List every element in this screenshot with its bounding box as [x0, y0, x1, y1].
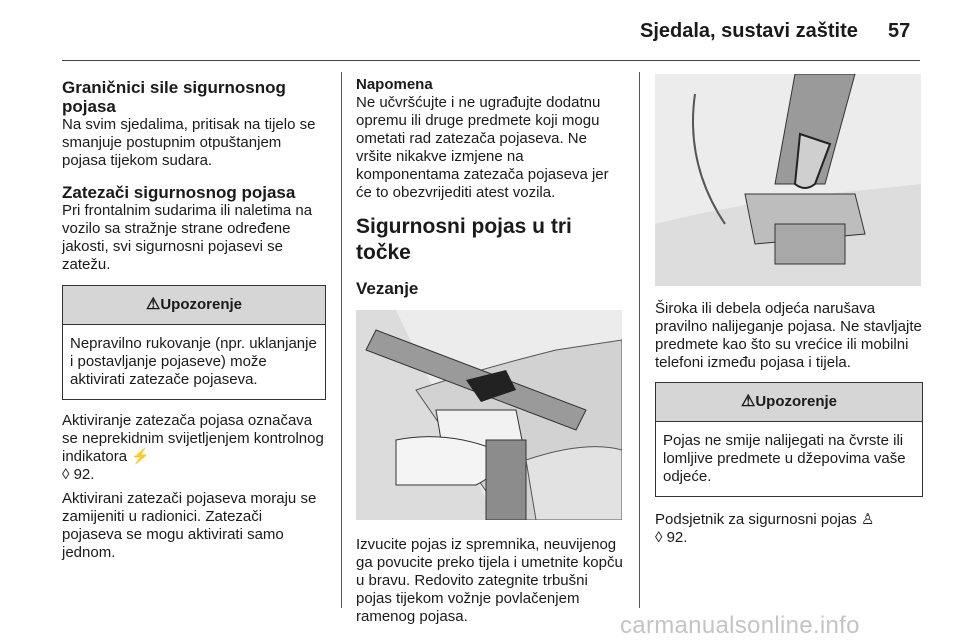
reminder-paragraph [655, 511, 923, 547]
replacement-paragraph: Aktivirani zatezači pojaseva moraju se zamijeniti u radionici. Zatezači pojaseva se mogu aktivirati samo jednom. [62, 490, 317, 561]
illustration-fastening-belt [356, 310, 622, 520]
page-reference[interactable]: 92. [666, 529, 688, 546]
seatbelt-reminder-icon: ♙ [860, 511, 875, 528]
column-separator-2 [639, 72, 640, 608]
column-2 [356, 72, 626, 626]
section-text-force-limiters: Na svim sjedalima, pritisak na tijelo se smanjuje postupnim otpuštanjem pojasa tijekom sudara. [62, 116, 316, 169]
note-text: Ne učvršćujte i ne ugrađujte dodatnu opremu ili druge predmete koji mogu ometati rad zatezača pojaseva. Ne vršite nikakve izmjene na komponentama zatezača pojaseva jer će to obezvrijediti atest vozila. [356, 94, 609, 201]
reference-arrow-icon: ◊ [655, 529, 663, 546]
watermark: carmanualsonline.info [620, 612, 860, 639]
section-title-force-limiters: Graničnici sile sigurnosnog pojasa [62, 78, 286, 116]
warning-title: Upozorenje [160, 296, 243, 313]
warning-header [656, 383, 922, 422]
section-heading-three-point-belt: Sigurnosni pojas u tri točke [356, 215, 572, 264]
page-number: 57 [888, 20, 911, 42]
column-1 [62, 72, 326, 562]
note-title: Napomena [356, 76, 433, 93]
subheading-fastening: Vezanje [356, 279, 419, 298]
page-header-title: Sjedala, sustavi zaštite [640, 20, 858, 42]
indicator-paragraph [62, 412, 326, 484]
belt-tensioner-indicator-icon: ⚡ [131, 448, 150, 465]
page-reference[interactable]: 92. [73, 466, 95, 483]
illustration-buckle [655, 74, 921, 286]
fastening-illustration-svg [356, 310, 622, 520]
warning-title: Upozorenje [755, 393, 838, 410]
reminder-text: Podsjetnik za sigurnosni pojas [655, 511, 857, 528]
column-3 [655, 72, 923, 547]
fastening-caption: Izvucite pojas iz spremnika, neuvijenog ga povucite preko tijela i umetnite kopču u bravu. Redovito zategnite trbušni pojas tijekom vožnje povlačenjem ramenog pojasa. [356, 536, 623, 625]
clothing-paragraph: Široka ili debela odjeća narušava pravilno nalijeganje pojasa. Ne stavljajte predmete kao što su vrećice ili mobilni telefoni između pojasa i tijela. [655, 300, 922, 371]
column-separator-1 [341, 72, 342, 608]
warning-triangle-icon: ⚠ [145, 296, 161, 313]
header-rule [62, 60, 920, 61]
warning-triangle-icon: ⚠ [740, 393, 756, 410]
section-title-pretensioners: Zatezači sigurnosnog pojasa [62, 183, 296, 202]
warning-box-1 [62, 285, 326, 400]
section-text-pretensioners: Pri frontalnim sudarima ili naletima na vozilo sa stražnje strane određene jakosti, svi sigurnosni pojasevi se zatežu. [62, 202, 313, 273]
buckle-illustration-svg [655, 74, 921, 286]
reference-arrow-icon: ◊ [62, 466, 70, 483]
indicator-text: Aktiviranje zatezača pojasa označava se neprekidnim svijetljenjem kontrolnog indikatora [62, 412, 324, 465]
warning-box-2 [655, 382, 923, 497]
warning-text: Pojas ne smije nalijegati na čvrste ili lomljive predmete u džepovima vaše odjeće. [663, 432, 906, 485]
warning-text: Nepravilno rukovanje (npr. uklanjanje i postavljanje pojaseve) može aktivirati zatezače pojaseva. [70, 335, 317, 388]
warning-header [63, 286, 325, 325]
